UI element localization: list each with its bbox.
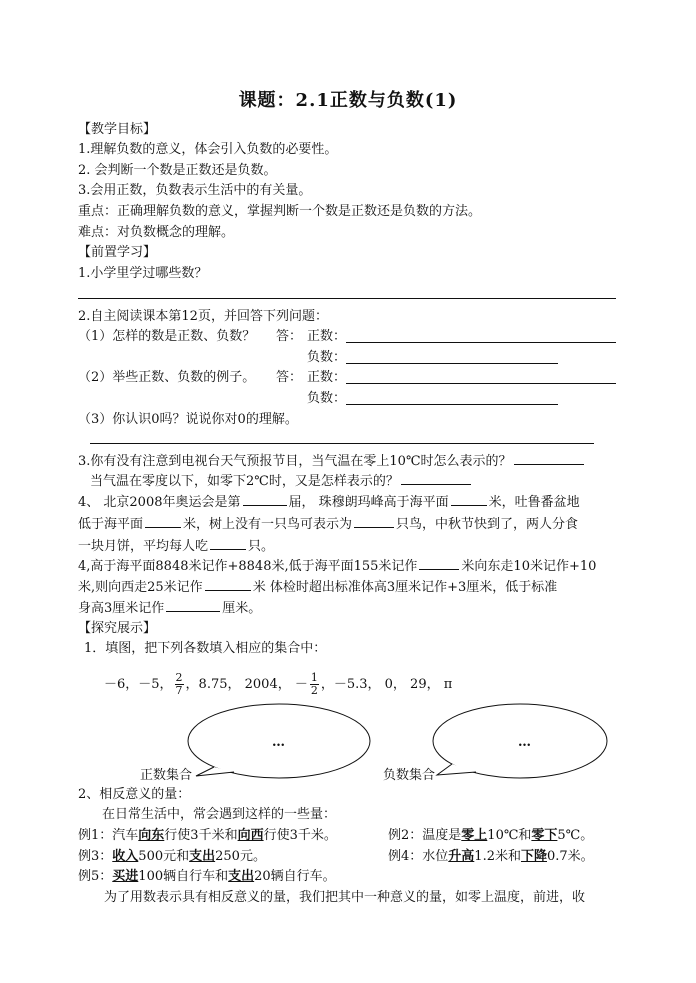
difficulty: 难点：对负数概念的理解。 — [78, 225, 235, 240]
number-list: －6，－5， $\frac{2}{7}$ ，8.75， 2004， － $\frac{1}{2}$ ，－5.3， 0， 29， π — [104, 671, 453, 697]
question-4: 4、 北京2008年奥运会是第 届， 珠穆朗玛峰高于海平面 米，吐鲁番盆地 — [78, 495, 580, 510]
question-3b: 当气温在零度以下，如零下2℃时，又是怎样表示的？ — [90, 472, 473, 491]
fraction-one-half: $\frac{1}{2}$ — [310, 671, 318, 697]
negative-label: 负数： — [307, 350, 347, 365]
goal-item: 2. 会判断一个数是正数还是负数。 — [78, 163, 277, 178]
example-3: 例3：收入500元和支出250元。 — [78, 849, 266, 864]
goal-item: 1.理解负数的意义，体会引入负数的必要性。 — [78, 142, 338, 157]
answer-label: 答： — [276, 329, 303, 344]
positive-label: 正数： — [307, 329, 347, 344]
preview-heading: 【前置学习】 — [78, 245, 157, 260]
task-1: 1．填图，把下列各数填入相应的集合中： — [84, 641, 327, 656]
goals-heading: 【教学目标】 — [78, 122, 157, 137]
page-title: 课题：2.1正数与负数(1) — [238, 90, 458, 111]
question-2: 2.自主阅读课本第12页，并回答下列问题： — [78, 309, 328, 324]
example-4: 例4：水位升高1.2米和下降0.7米。 — [388, 849, 594, 864]
question-5: 身高3厘米记作 厘米。 — [78, 601, 262, 616]
task-2: 2、相反意义的量： — [78, 787, 191, 802]
answer-label: 答： — [276, 370, 303, 385]
example-1: 例1：汽车向东行使3千米和向西行使3千米。 — [78, 828, 337, 843]
question-2-1: （1）怎样的数是正数、负数？ — [78, 329, 256, 344]
question-2-3: （3）你认识0吗？说说你对0的理解。 — [78, 412, 298, 427]
negative-label: 负数： — [307, 391, 347, 406]
question-1: 1.小学里学过哪些数？ — [78, 266, 208, 281]
question-5: 4,高于海平面8848米记作+8848米,低于海平面155米记作 米向东走10米记作+10 — [78, 559, 597, 574]
ellipsis: … — [518, 735, 531, 750]
goal-item: 3.会用正数，负数表示生活中的有关量。 — [78, 183, 312, 198]
fraction-two-sevenths: $\frac{2}{7}$ — [175, 671, 183, 697]
example-2: 例2：温度是零上10℃和零下5℃。 — [388, 828, 594, 843]
question-2-2: （2）举些正数、负数的例子。 — [78, 370, 256, 385]
closing-text: 为了用数表示具有相反意义的量，我们把其中一种意义的量，如零上温度，前进，收 — [104, 890, 586, 905]
example-5: 例5：买进100辆自行车和支出20辆自行车。 — [78, 869, 336, 884]
question-3: 3.你有没有注意到电视台天气预报节目，当气温在零上10℃时怎么表示的？ — [78, 452, 586, 471]
intro-text: 在日常生活中，常会遇到这样的一些量： — [102, 807, 337, 822]
positive-label: 正数： — [307, 370, 347, 385]
question-4: 一块月饼，平均每人吃 只。 — [78, 539, 275, 554]
question-4: 低于海平面 米，树上没有一只鸟可表示为 只鸟，中秋节快到了，两人分食 — [78, 517, 579, 532]
positive-set-label: 正数集合 — [140, 768, 193, 783]
key-point: 重点：正确理解负数的意义，掌握判断一个数是正数还是负数的方法。 — [78, 204, 482, 219]
negative-set-label: 负数集合 — [383, 768, 436, 783]
question-5: 米,则向西走25米记作 米 体检时超出标准体高3厘米记作+3厘米，低于标准 — [78, 580, 558, 595]
ellipsis: … — [272, 735, 285, 750]
explore-heading: 【探究展示】 — [78, 621, 157, 636]
